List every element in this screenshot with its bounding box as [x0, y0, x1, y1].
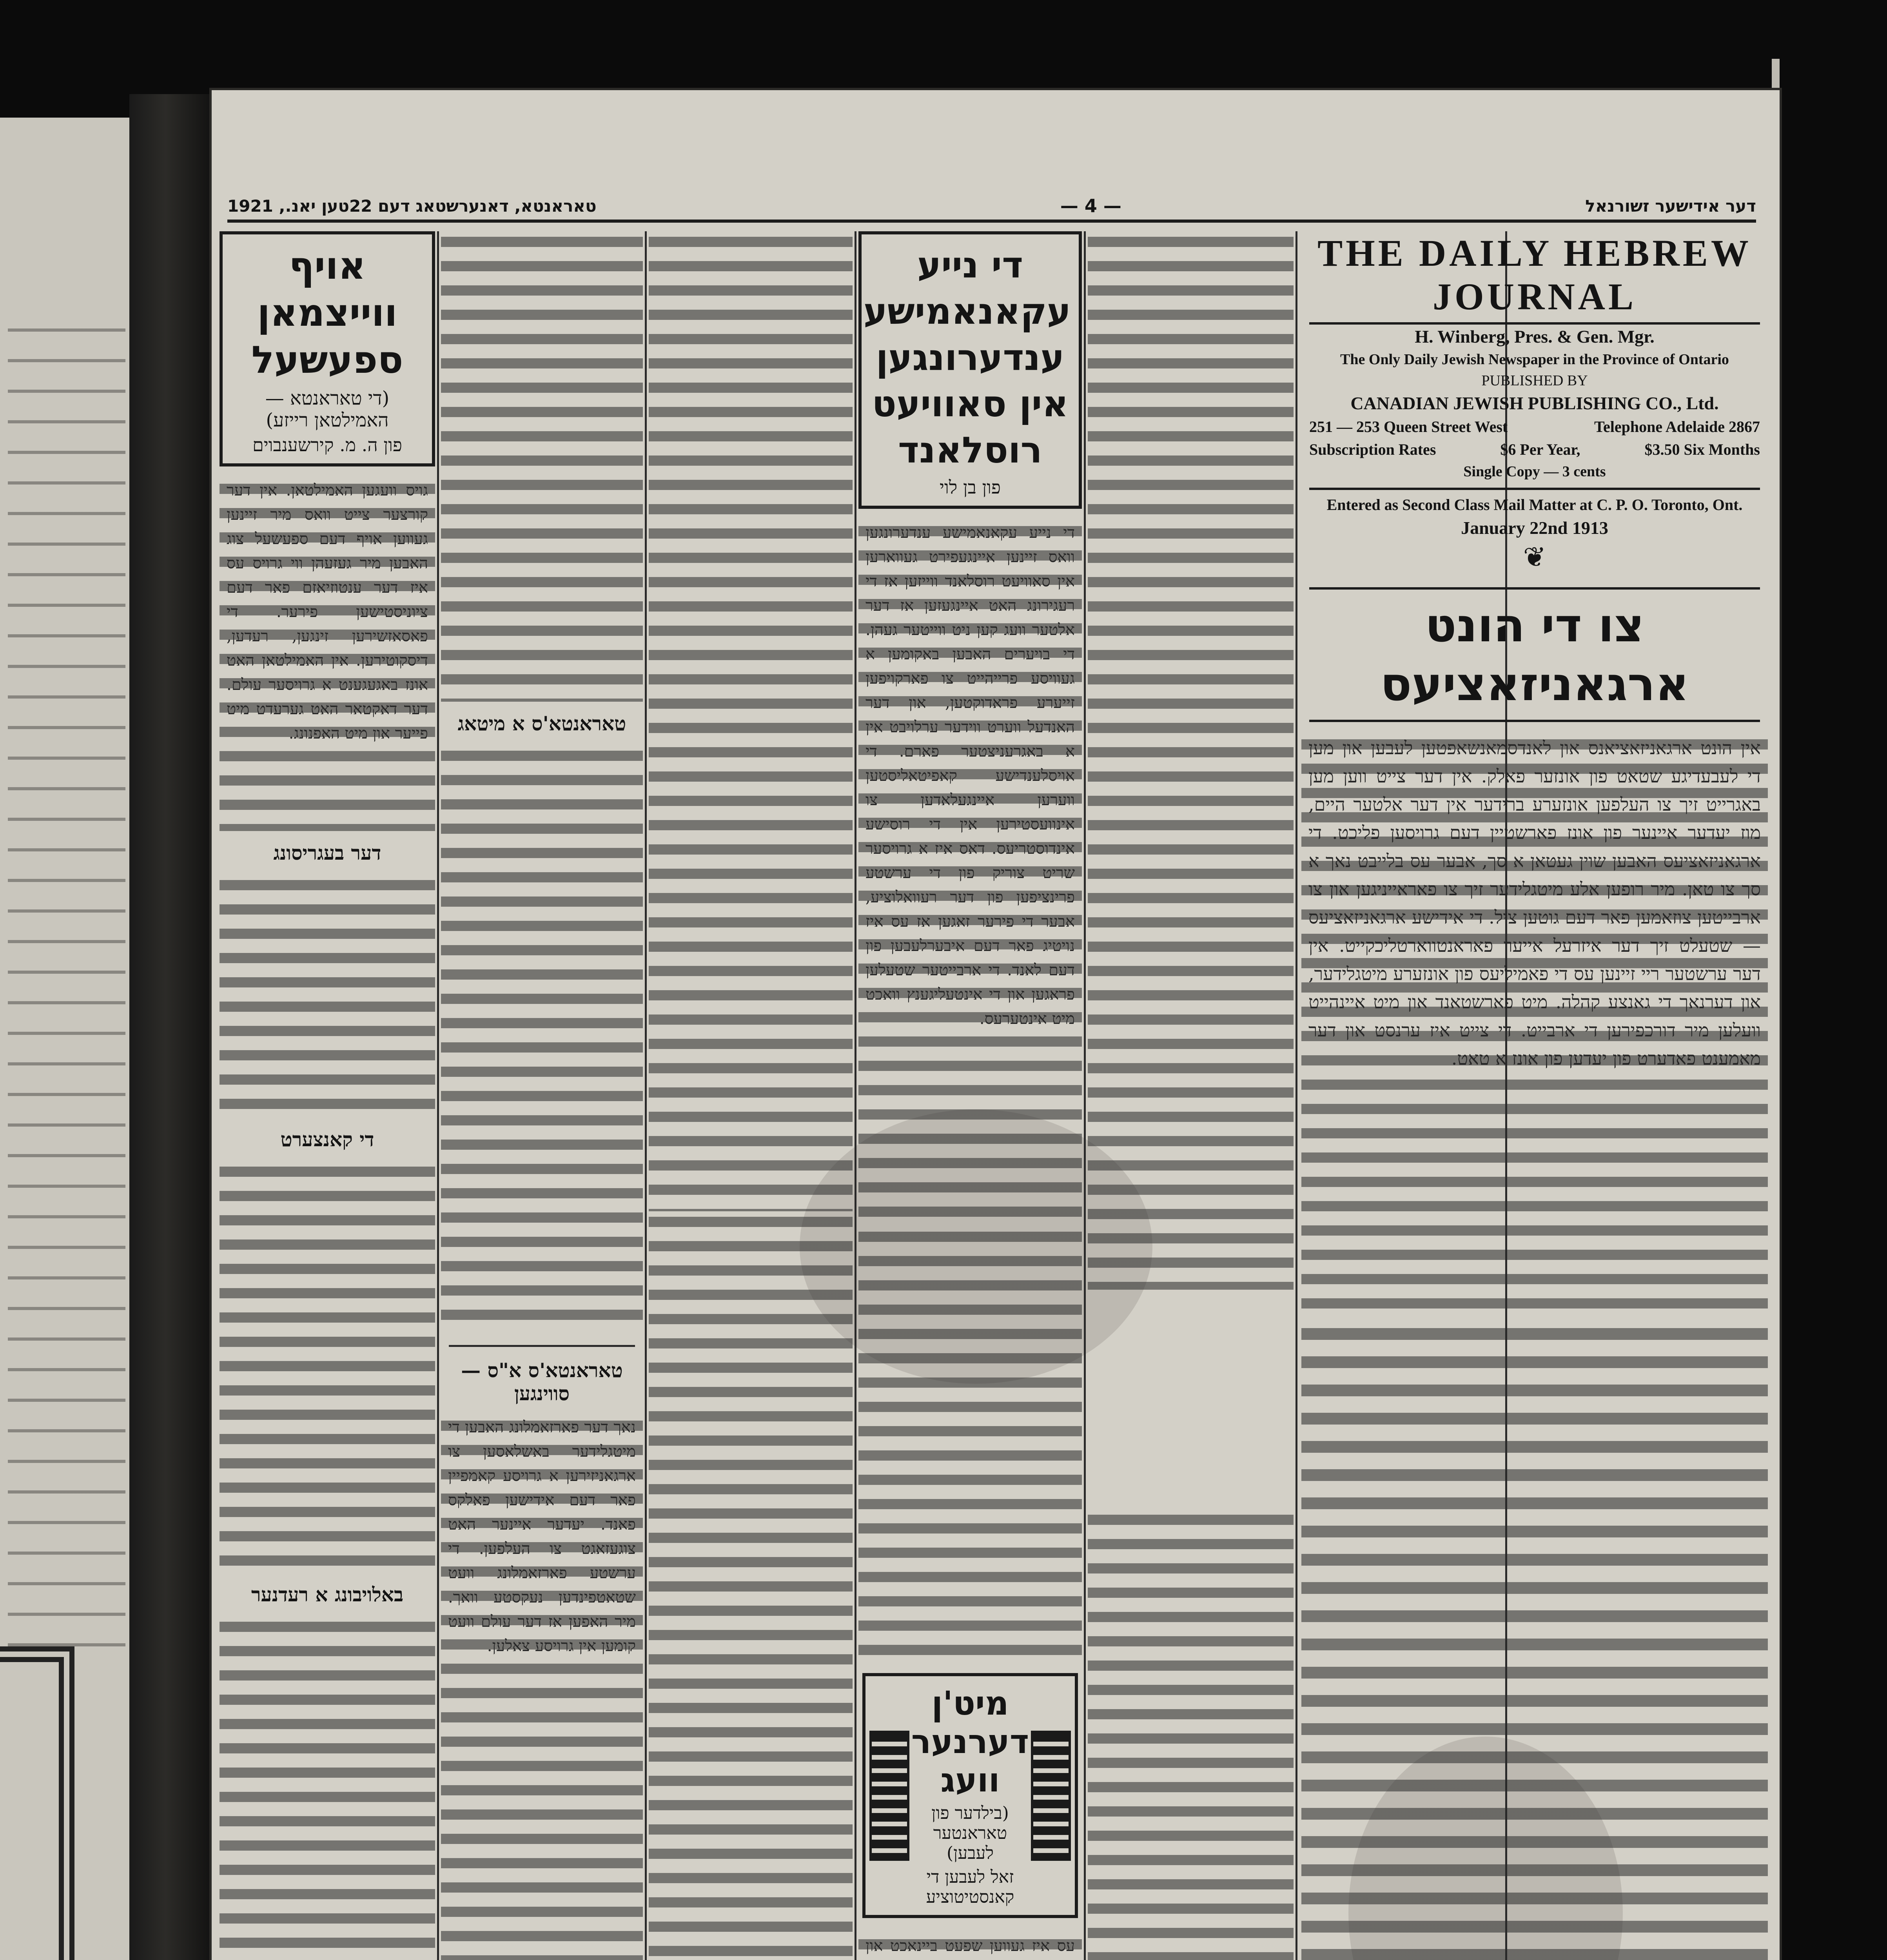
- scan-border: [1780, 59, 1887, 1960]
- editorial-body: אין הונט ארגאניזאציאנס און לאנדסמאנשאפטען לעבען און מען די לעבעדיגע שטאט פון אונזער פאלק. אין דער צייט ווען מען באגרייט זיך צו העלפען אונזערע ברידער אין דער אלטער היים, מוז יעדער איינער פון אונז פארשטיין דעם גרויסען פליכט. די ארגאניזאציעס האבען שוין געטאן א סך, אבער עס בלייבט נאך א סך צו טאן. מיר רופען אלע מיטגלידער זיך צו פאראייניגען און צו ארבייטען צוזאמען פאר דעם גוטען ציל. די אידישע ארגאניזאציעס — שטעלט זיך דער איזרעל אייער פאראנטווארטליכקייט. אין דער ערשטער ריי זיינען עס די פאמיליעס פון אונזערע מיטגלידער, און דערנאך די גאנצע קהלה. מיט פארשטאנד און מיט איינהייט וועלען מיר דורכפירען די ארבייט. די צייט איז ערנסט און דער מאמענט פאדערט פון יעדען פון אונז א טאט.: [1301, 734, 1768, 1322]
- editorial-column: [1301, 231, 1768, 1960]
- column-gap: [1088, 1290, 1294, 1509]
- column-text-block: [220, 1616, 435, 1960]
- column-text-block: [220, 875, 435, 1118]
- column-text-block: [1088, 1509, 1294, 1960]
- masthead-rates-row: [1309, 438, 1760, 461]
- masthead-tagline: The Only Daily Jewish Newspaper in the Province of Ontario: [1340, 351, 1729, 368]
- masthead: [1301, 231, 1768, 575]
- column-text-block: [649, 231, 853, 1211]
- column-rule: [645, 231, 647, 1960]
- masthead-address-row: [1309, 416, 1760, 438]
- weizmann-subhead-concert: די קאנצערט: [280, 1128, 374, 1151]
- masthead-date: January 22nd 1913: [1461, 518, 1608, 538]
- masthead-per-year: $6 Per Year,: [1500, 441, 1580, 458]
- weizmann-byline: פון ה. מ. קירשענבוים: [252, 434, 402, 456]
- column-text-block: [1301, 1322, 1768, 1960]
- masthead-title: THE DAILY HEBREW JOURNAL: [1309, 231, 1760, 325]
- weizmann-subhead-greeting: דער בעגריסונג: [273, 841, 381, 864]
- masthead-entered: Entered as Second Class Mail Matter at C. P. O. Toronto, Ont.: [1309, 488, 1760, 516]
- section-divider: [449, 1345, 635, 1347]
- poem-headline-box: [862, 1673, 1078, 1918]
- column-text-block: [441, 745, 643, 1333]
- binding-gutter: [129, 94, 220, 1960]
- column-text-block: [858, 1226, 1082, 1657]
- misc-subhead: טאראנטא'ס א"ס — סווינגען: [461, 1359, 623, 1405]
- masthead-address: 251 — 253 Queen Street West: [1309, 418, 1508, 436]
- column-4: [858, 231, 1082, 1960]
- column-rule: [855, 231, 856, 1960]
- poem-byline: זאל לעבען די קאנסטיטוציע: [926, 1867, 1014, 1907]
- page-number: — 4 —: [1060, 195, 1121, 216]
- header-date: טאראנטא, דאנערשטאג דעם 22טען יאנ., 1921: [227, 196, 597, 216]
- column-rule: [437, 231, 439, 1960]
- russia-headline-box: [858, 231, 1082, 509]
- column-1: [220, 231, 435, 1960]
- column-2: [441, 231, 643, 1960]
- masthead-published-by: PUBLISHED BY: [1481, 372, 1588, 389]
- running-header: [227, 192, 1756, 223]
- column-rule: [1084, 231, 1086, 1960]
- weizmann-subtitle: (די טאראנטא — האמילטאן רייזע): [265, 387, 390, 431]
- misc-body: נאך דער פארזאמלונג האבען די מיטגלידער באשלאסען צו ארגאניזירען א גרויסע קאמפיין פאר דעם אידישען פאלקס פאנד. יעדער איינער האט צוגעזאגט צו העלפען. די ערשטע פארזאמלונג וועט שטאטפינדען נעקסטע וואך. מיר האפען אז דער עולם וועט קומען אין גרויסע צאלען.: [441, 1415, 643, 1960]
- poem-subtitle: (בילדער פון טאראנטער לעבען): [931, 1803, 1009, 1863]
- masthead-publisher: H. Winberg, Pres. & Gen. Mgr.: [1415, 327, 1655, 347]
- column-3: [649, 231, 853, 1960]
- column-text-block: [649, 1211, 853, 1960]
- masthead-six-months: $3.50 Six Months: [1644, 441, 1760, 458]
- column-rule: [1295, 231, 1297, 1960]
- weizmann-body: גויס וועגען האמילטאן. אין דער קורצער צייט וואס מיר זיינען געווען אויף דעם ספעשעל צוג האבען מיר געזעהן ווי גרויס עס איז דער ענטוזיאזם פאר דעם ציוניסטישען פירער. די פאסאזשירען זינגען, רעדען, דיסקוטירען. אין האמילטאן האט אונז באגעגענט א גרויסער עולם. דער דאקטאר האט גערעדט מיט פייער און מיט האפנונג.: [220, 478, 435, 831]
- header-paper-name: דער אידישער זשורנאל: [1585, 196, 1756, 216]
- poem-title: מיט'ן דערנער וועג: [911, 1684, 1029, 1799]
- previous-page-fragment: [0, 118, 129, 1960]
- ornament-left: [869, 1731, 909, 1861]
- weizmann-subhead-lunch: טאראנטא'ס א מיטאג: [457, 712, 626, 735]
- weizmann-headline: אויף ווייצמאן ספעשעל: [251, 244, 403, 382]
- russia-body: די נייע עקאנאמישע ענדערונגען וואס זיינען איינגעפירט געווארען אין סאוויעט רוסלאנד ווייזען אז די רעגירונג האט איינגעזען אז דער אלטער וועג קען ניט ווייטער געהן. די בויערים האבען באקומען א געוויסע פרייהייט צו פארקויפען זייערע פראדוקטען, און דער האנדעל ווערט ווידער ערלויבט אין א באגרעניצטער פארם. די אויסלענדישע קאפיטאליסטען ווערען איינגעלאדען צו אינוועסטירען אין די רוסישע אינדוסטריעס. דאס איז א גרויסער שריט צוריק פון די ערשטע פרינציפען פון דער רעוואלוציע, אבער די פירער זאגען אז עס איז נויטיג פאר דעם איבערלעבען פון דעם לאנד. די ארבייטער שטעלען פראגען און די אינטעליגענץ וואכט מיט אינטערעס.: [858, 521, 1082, 1226]
- column-5: [1088, 231, 1294, 1960]
- column-text-block: [220, 1161, 435, 1573]
- editorial-headline: צו די הונט ארגאניזאציעס: [1309, 587, 1760, 722]
- masthead-telephone: Telephone Adelaide 2867: [1594, 418, 1760, 436]
- russia-byline: פון בן לוי: [939, 477, 1001, 498]
- ornament-icon: ❦: [1523, 543, 1546, 573]
- weizmann-subhead-speaker: באלויבונג א רעדנער: [251, 1583, 404, 1606]
- poem-body: עס איז געווען שפעט ביינאכט און: [858, 1934, 1082, 1960]
- russia-headline: די נייע עקאנאמישע ענדערונגען אין סאוויעט רוסלאנד: [863, 244, 1071, 471]
- weizmann-headline-box: [220, 231, 435, 466]
- column-text-block: [1088, 231, 1294, 1290]
- column-text-block: [441, 231, 643, 702]
- ornament-right: [1031, 1731, 1071, 1861]
- previous-page-text: [8, 314, 125, 1654]
- decorative-frame: [0, 1646, 74, 1960]
- masthead-company: CANADIAN JEWISH PUBLISHING CO., Ltd.: [1350, 393, 1719, 413]
- newspaper-page: [212, 90, 1780, 1960]
- masthead-single-copy: Single Copy — 3 cents: [1463, 463, 1606, 480]
- masthead-sub-label: Subscription Rates: [1309, 441, 1436, 458]
